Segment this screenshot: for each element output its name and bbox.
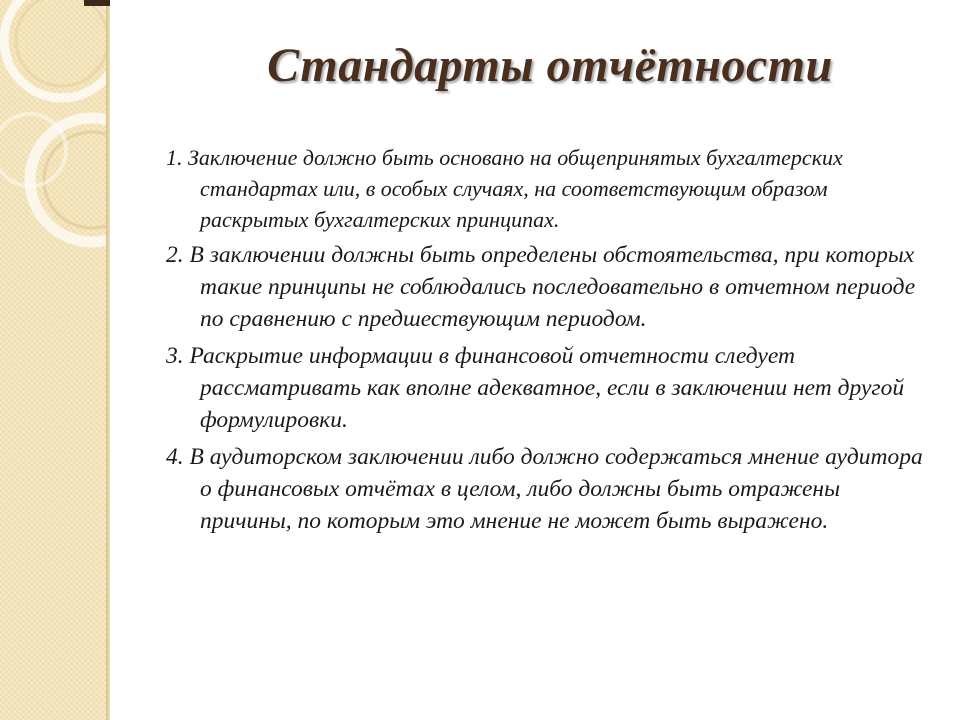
slide-content — [166, 142, 936, 542]
decorative-rings-icon — [0, 0, 106, 720]
slide-title: Стандарты отчётности — [267, 39, 833, 92]
top-corner-accent — [84, 0, 110, 6]
list-item: 1. Заключение должно быть основано на общепринятых бухгалтерских стандартах или, в особых случаях, на соответствующим образом раскрытых бухгалтерских принципах. — [166, 145, 843, 232]
list-item: 4. В аудиторском заключении либо должно содержаться мнение аудитора о финансовых отчётах в целом, либо должны быть отражены причины, по которым это мнение не может быть выражено. — [166, 444, 923, 534]
list-item: 3. Раскрытие информации в финансовой отчетности следует рассматривать как вполне адекватное, если в заключении нет другой формулировки. — [166, 343, 905, 433]
list-item: 2. В заключении должны быть определены обстоятельства, при которых такие принципы не соблюдались последовательно в отчетном периоде по сравнению с предшествующим периодом. — [166, 242, 916, 332]
decorative-side-panel — [0, 0, 106, 720]
side-panel-edge — [106, 0, 110, 720]
